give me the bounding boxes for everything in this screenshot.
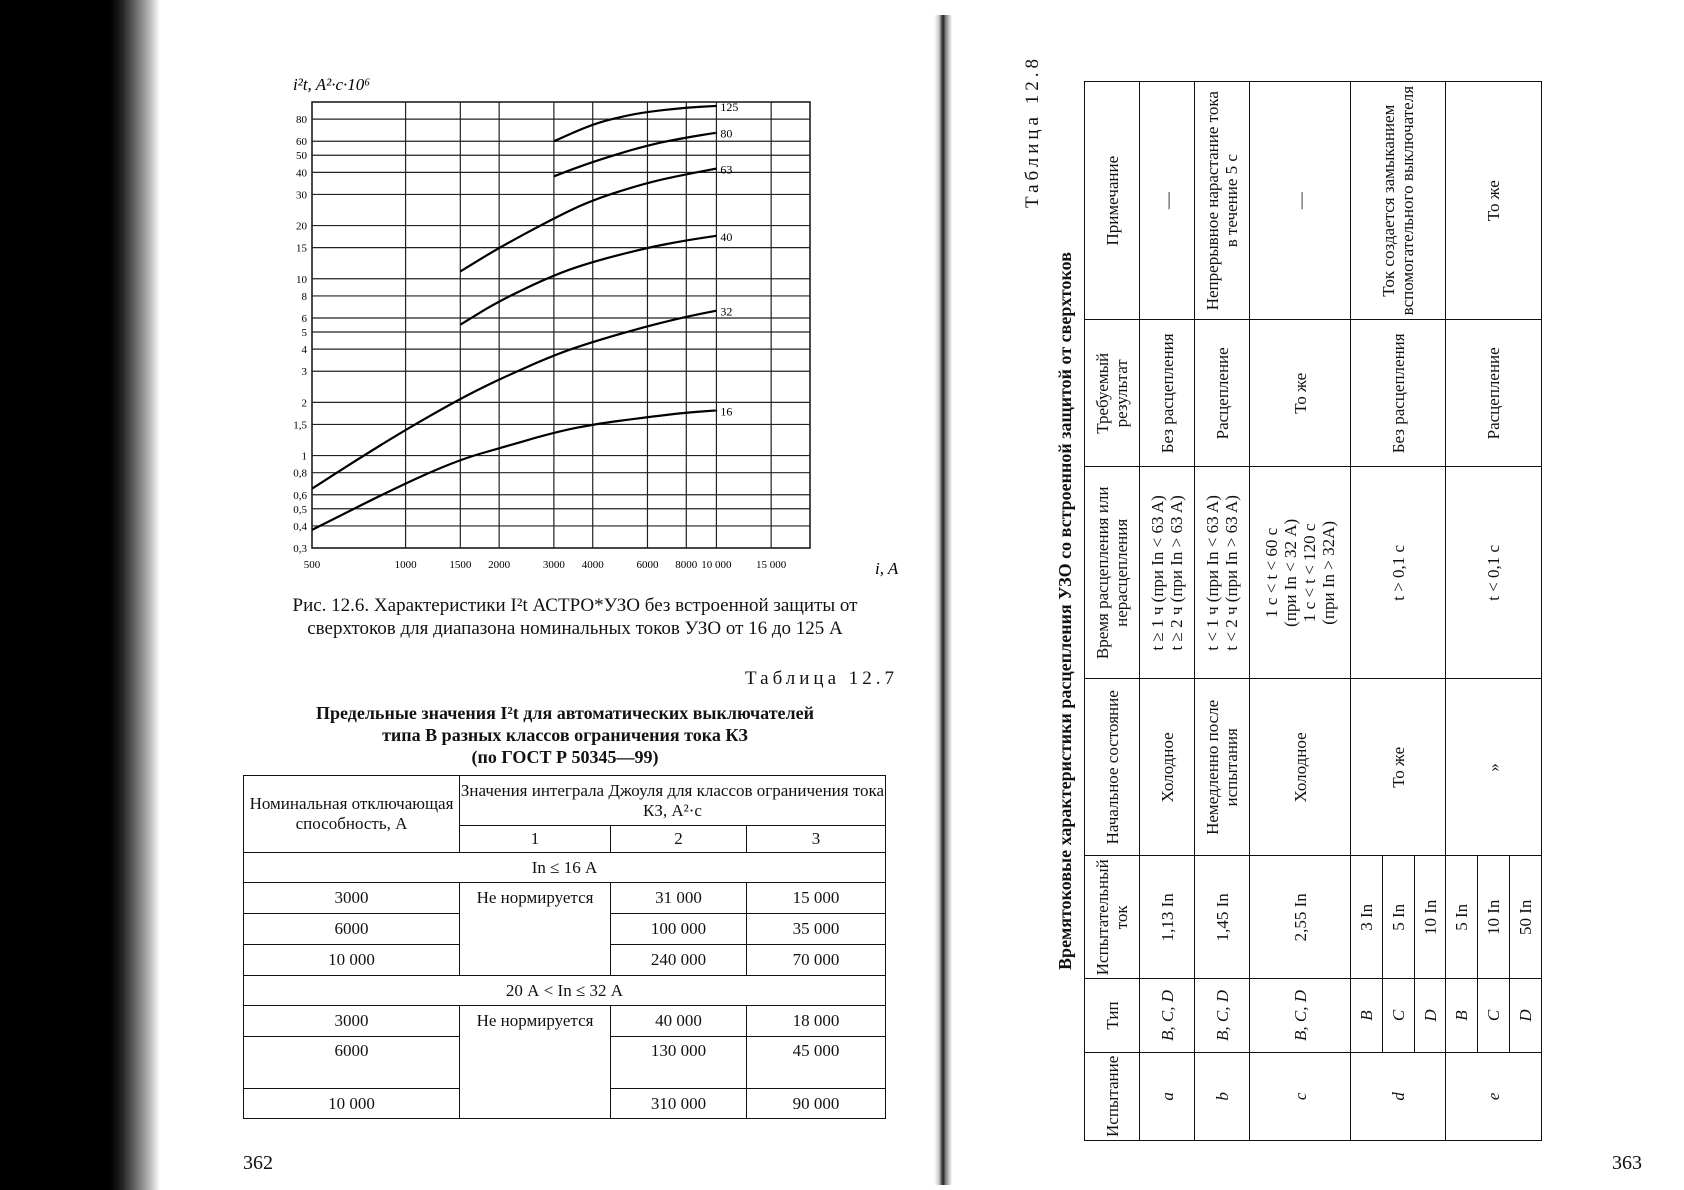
table-12-8-label: Таблица 12.8 — [1022, 55, 1043, 209]
y-tick-label: 6 — [301, 313, 307, 326]
curve-label-80: 80 — [720, 126, 733, 141]
table-cell: Непрерывное нарастание тока в течение 5 с — [1195, 82, 1250, 320]
table-cell: t > 0,1 с — [1351, 467, 1446, 679]
rotated-table-block — [1022, 25, 1536, 1145]
table-cell: C — [1382, 979, 1414, 1052]
table-cell: 130 000 — [611, 1037, 747, 1089]
title-line-2: типа В разных классов ограничения тока КЗ — [382, 725, 748, 745]
table-cell: 5 In — [1446, 856, 1478, 979]
i2t-chart — [285, 60, 925, 580]
table-cell: 240 000 — [611, 945, 747, 976]
table-cell: Ток создается замыканием вспомогательного выключателя — [1351, 82, 1446, 320]
y-tick-label: 50 — [296, 150, 307, 163]
header-current: Испытательный ток — [1085, 856, 1140, 979]
table-cell: 10 000 — [244, 945, 460, 976]
x-axis-label: i, A — [875, 559, 899, 578]
table-cell: » — [1446, 679, 1542, 856]
table-12-7-label: Таблица 12.7 — [745, 668, 899, 689]
y-tick-label: 2 — [301, 397, 307, 410]
y-tick-label: 0,5 — [293, 503, 307, 516]
table-cell: 15 000 — [747, 883, 886, 914]
y-tick-label: 3 — [301, 366, 307, 379]
x-tick-label: 500 — [303, 559, 321, 571]
table-cell: D — [1414, 979, 1446, 1052]
header-note: Примечание — [1085, 82, 1140, 320]
table-cell — [1195, 467, 1250, 679]
y-tick-label: 8 — [301, 290, 307, 303]
table-12-7 — [243, 775, 886, 1119]
table-cell: Холодное — [1140, 679, 1195, 856]
y-tick-label: 0,4 — [293, 520, 307, 533]
table-cell: d — [1351, 1052, 1446, 1140]
x-tick-label: 4000 — [581, 559, 604, 571]
caption-line-1: Рис. 12.6. Характеристики I²t АСТРО*УЗО без встроенной защиты от — [292, 595, 858, 616]
x-tick-label: 6000 — [636, 559, 659, 571]
table-cell: e — [1446, 1052, 1542, 1140]
curve-80 — [554, 133, 717, 177]
page-gutter — [934, 15, 952, 1185]
time-line: t < 1 ч (при In < 63 A) — [1203, 495, 1223, 651]
header-state: Начальное состояние — [1085, 679, 1140, 856]
time-line: 1 с < t < 120 с — [1300, 523, 1320, 623]
table-cell: a — [1140, 1052, 1195, 1140]
table-cell: 3000 — [244, 1006, 460, 1037]
x-tick-label: 8000 — [675, 559, 698, 571]
table-cell: 100 000 — [611, 914, 747, 945]
table-12-8 — [1084, 81, 1542, 1141]
table-cell: B, C, D — [1195, 979, 1250, 1052]
curve-32 — [312, 311, 716, 489]
page-number-left: 362 — [243, 1152, 273, 1174]
x-tick-label: 2000 — [488, 559, 511, 571]
table-cell: — — [1140, 82, 1195, 320]
page-number-right: 363 — [1612, 1152, 1642, 1174]
table-12-7-title — [245, 702, 885, 768]
curve-label-16: 16 — [720, 404, 733, 419]
y-tick-label: 0,3 — [293, 543, 307, 555]
group-row-2: 20 А < In ≤ 32 А — [244, 976, 886, 1006]
table-cell: B, C, D — [1250, 979, 1351, 1052]
header-result: Требуемый результат — [1085, 320, 1140, 467]
table-cell: 1,13 In — [1140, 856, 1195, 979]
y-tick-label: 0,6 — [293, 489, 307, 502]
y-tick-label: 0,8 — [293, 467, 307, 480]
table-cell: 3 In — [1351, 856, 1383, 979]
table-cell: c — [1250, 1052, 1351, 1140]
book-binding-shadow — [0, 0, 160, 1190]
table-cell: 6000 — [244, 914, 460, 945]
y-tick-label: 4 — [301, 344, 307, 357]
title-line-1: Предельные значения I²t для автоматических выключателей — [315, 703, 815, 723]
table-cell — [1140, 467, 1195, 679]
table-cell: 2,55 In — [1250, 856, 1351, 979]
table-cell: C — [1478, 979, 1510, 1052]
table-cell: 50 In — [1510, 856, 1542, 979]
y-tick-label: 1 — [301, 450, 307, 463]
x-tick-label: 3000 — [542, 559, 565, 571]
y-tick-label: 1,5 — [293, 419, 307, 432]
y-tick-label: 40 — [296, 167, 307, 180]
table-cell: 18 000 — [747, 1006, 886, 1037]
time-line: t ≥ 2 ч (при In > 63 A) — [1167, 495, 1187, 651]
caption-line-2: сверхтоков для диапазона номинальных токов УЗО от 16 до 125 А — [307, 618, 843, 639]
group-row-1: In ≤ 16 А — [244, 853, 886, 883]
x-tick-label: 10 000 — [701, 559, 732, 571]
title-line-3: (по ГОСТ Р 50345—99) — [471, 747, 659, 767]
time-line: (при In < 32 А) — [1281, 518, 1301, 627]
table-cell: То же — [1351, 679, 1446, 856]
x-tick-label: 1500 — [449, 559, 472, 571]
header-capacity: Номинальная отключающая способность, А — [244, 776, 460, 853]
table-cell: 40 000 — [611, 1006, 747, 1037]
table-cell: 6000 — [244, 1037, 460, 1089]
header-type: Тип — [1085, 979, 1140, 1052]
table-cell: 31 000 — [611, 883, 747, 914]
table-cell: b — [1195, 1052, 1250, 1140]
header-time: Время расцепления или нерасцепления — [1085, 467, 1140, 679]
y-tick-labels — [293, 114, 307, 555]
y-tick-label: 20 — [296, 220, 307, 233]
table-cell: B, C, D — [1140, 979, 1195, 1052]
table-cell: Расцепление — [1446, 320, 1542, 467]
table-cell: 10 000 — [244, 1089, 460, 1119]
table-cell: Без расцепления — [1140, 320, 1195, 467]
table-cell: Немедленно после испытания — [1195, 679, 1250, 856]
header-class-2: 2 — [611, 826, 747, 853]
table-cell: D — [1510, 979, 1542, 1052]
table-cell: То же — [1250, 320, 1351, 467]
y-tick-label: 15 — [296, 242, 307, 255]
header-test: Испытание — [1085, 1052, 1140, 1140]
table-cell: 45 000 — [747, 1037, 886, 1089]
time-line: 1 с < t < 60 с — [1262, 527, 1282, 618]
plot-frame — [312, 99, 810, 548]
header-joule-integral: Значения интеграла Джоуля для классов ограничения тока КЗ, А²·с — [460, 776, 886, 826]
header-class-1: 1 — [460, 826, 611, 853]
curve-label-63: 63 — [720, 162, 733, 177]
table-cell: 3000 — [244, 883, 460, 914]
x-tick-label: 15 000 — [756, 559, 787, 571]
not-normed-cell: Не нормируется — [460, 1006, 611, 1119]
table-cell: B — [1446, 979, 1478, 1052]
y-tick-label: 80 — [296, 114, 307, 127]
table-cell: 90 000 — [747, 1089, 886, 1119]
y-tick-label: 60 — [296, 136, 307, 149]
curve-label-125: 125 — [720, 99, 739, 114]
table-cell: 70 000 — [747, 945, 886, 976]
table-cell: 10 In — [1478, 856, 1510, 979]
table-cell: t < 0,1 с — [1446, 467, 1542, 679]
figure-caption — [255, 594, 895, 640]
table-cell: Холодное — [1250, 679, 1351, 856]
table-cell: Без расцепления — [1351, 320, 1446, 467]
curve-label-32: 32 — [720, 304, 733, 319]
time-line: t < 2 ч (при In > 63 A) — [1222, 495, 1242, 651]
curve-label-40: 40 — [720, 229, 733, 244]
y-axis-label: i²t, A²·c·10⁶ — [293, 75, 371, 94]
time-line: t ≥ 1 ч (при In < 63 A) — [1148, 495, 1168, 651]
table-cell: — — [1250, 82, 1351, 320]
table-cell — [1250, 467, 1351, 679]
curve-16 — [312, 410, 716, 529]
table-12-8-title: Времятоковые характеристики расцепления УЗО со встроенной защитой от сверхтоков — [1055, 252, 1075, 970]
table-cell: 10 In — [1414, 856, 1446, 979]
table-cell: 5 In — [1382, 856, 1414, 979]
table-cell: 1,45 In — [1195, 856, 1250, 979]
header-class-3: 3 — [747, 826, 886, 853]
chart-grid — [312, 99, 810, 548]
x-tick-labels — [304, 559, 787, 571]
time-line: (при In > 32А) — [1319, 520, 1339, 625]
table-cell: То же — [1446, 82, 1542, 320]
table-cell: Расцепление — [1195, 320, 1250, 467]
chart-curves — [312, 100, 738, 530]
table-cell: 35 000 — [747, 914, 886, 945]
y-tick-label: 10 — [296, 273, 307, 286]
not-normed-cell: Не нормируется — [460, 883, 611, 976]
table-cell: B — [1351, 979, 1383, 1052]
y-tick-label: 5 — [301, 326, 307, 339]
y-tick-label: 30 — [296, 189, 307, 202]
x-tick-label: 1000 — [394, 559, 417, 571]
table-cell: 310 000 — [611, 1089, 747, 1119]
